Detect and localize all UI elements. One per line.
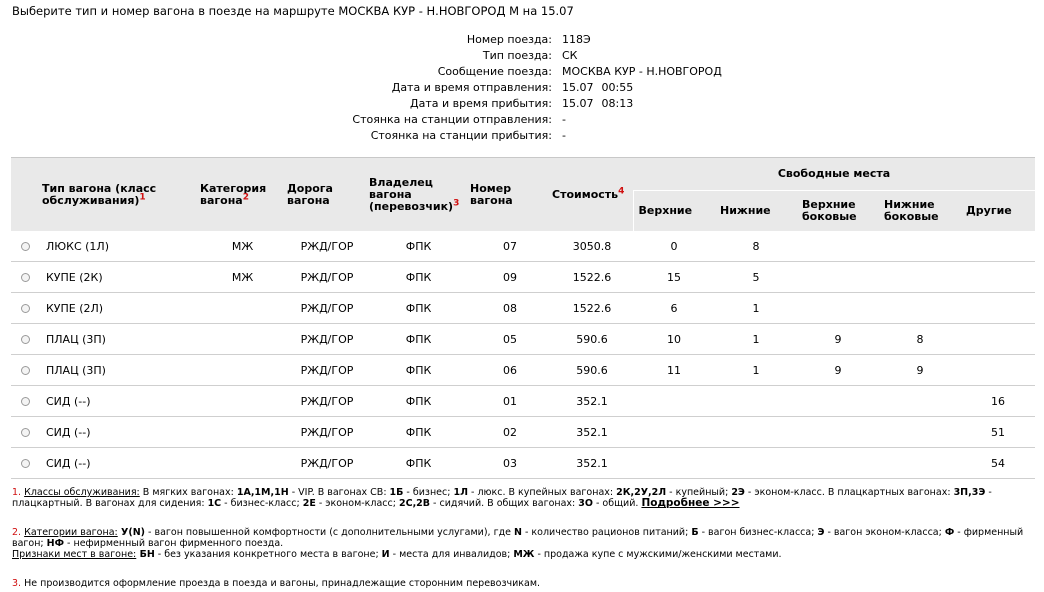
- car-category: [199, 355, 286, 386]
- car-type: ПЛАЦ (3П): [41, 324, 199, 355]
- car-road: РЖД/ГОР: [286, 324, 368, 355]
- car-price: 352.1: [551, 448, 633, 479]
- seats-upper: 6: [633, 293, 715, 324]
- info-value: 15.07 00:55: [562, 81, 634, 94]
- header-lower-side: Нижние боковые: [879, 191, 961, 232]
- car-radio-button[interactable]: [21, 459, 30, 468]
- car-number: 05: [469, 324, 551, 355]
- seats-upper-side: [797, 231, 879, 262]
- info-row-departure: [0, 80, 1044, 96]
- info-row-train-type: [0, 48, 1044, 64]
- car-category: [199, 324, 286, 355]
- note-title: Признаки мест в вагоне:: [12, 549, 137, 560]
- table-row[interactable]: [11, 448, 1035, 479]
- header-other: Другие: [961, 191, 1035, 232]
- info-row-arrival: [0, 96, 1044, 112]
- car-category: МЖ: [199, 262, 286, 293]
- car-number: 02: [469, 417, 551, 448]
- table-row[interactable]: [11, 355, 1035, 386]
- car-radio-button[interactable]: [21, 397, 30, 406]
- car-type: ПЛАЦ (3П): [41, 355, 199, 386]
- info-label: Дата и время отправления:: [391, 81, 552, 94]
- info-row-train-number: [0, 32, 1044, 48]
- info-row-route: [0, 64, 1044, 80]
- header-road: Дорога вагона: [286, 158, 368, 232]
- seats-other: 54: [961, 448, 1035, 479]
- seats-lower-side: [879, 231, 961, 262]
- header-car-type: Тип вагона (класс обслуживания)$^1$: [41, 158, 199, 232]
- car-price: 3050.8: [551, 231, 633, 262]
- car-category: [199, 448, 286, 479]
- seats-lower: [715, 417, 797, 448]
- more-details-link[interactable]: Подробнее >>>: [641, 497, 740, 509]
- car-owner: ФПК: [368, 448, 469, 479]
- info-row-stop-departure: [0, 112, 1044, 128]
- car-category: [199, 417, 286, 448]
- car-owner: ФПК: [368, 417, 469, 448]
- note-title: Категории вагона:: [24, 527, 118, 538]
- select-cell[interactable]: [11, 262, 41, 293]
- seats-lower: 1: [715, 293, 797, 324]
- table-row[interactable]: [11, 417, 1035, 448]
- table-row[interactable]: [11, 324, 1035, 355]
- info-label: Номер поезда:: [466, 33, 552, 46]
- car-owner: ФПК: [368, 293, 469, 324]
- seats-upper-side: [797, 448, 879, 479]
- header-select: [11, 158, 41, 232]
- info-label: Стоянка на станции отправления:: [352, 113, 552, 126]
- car-radio-button[interactable]: [21, 242, 30, 251]
- car-type: КУПЕ (2Л): [41, 293, 199, 324]
- car-category: МЖ: [199, 231, 286, 262]
- car-price: 590.6: [551, 355, 633, 386]
- select-cell[interactable]: [11, 324, 41, 355]
- select-cell[interactable]: [11, 448, 41, 479]
- header-car-number: Номер вагона: [469, 158, 551, 232]
- car-road: РЖД/ГОР: [286, 417, 368, 448]
- seats-upper: 0: [633, 231, 715, 262]
- seats-lower-side: [879, 417, 961, 448]
- header-lower: Нижние: [715, 191, 797, 232]
- seats-other: 51: [961, 417, 1035, 448]
- car-type: СИД (--): [41, 448, 199, 479]
- header-category: Категория вагона$^2$: [199, 158, 286, 232]
- note-car-categories: 2. Категории вагона: У(N) - вагон повышенной комфортности (с дополнительными услугами), где N - количество рационов питаний; Б - вагон бизнес-класса; Э - вагон эконом-класса; Ф - фирменный вагон; НФ - нефирменный вагон фирменного поезда. Признаки мест в вагоне: БН - без указания конкретного места в вагоне; И - места для инвалидов; МЖ - продажа купе с мужскими/женскими местами.: [12, 527, 1024, 560]
- info-value: СК: [562, 49, 578, 62]
- info-value: 15.07 08:13: [562, 97, 634, 110]
- seats-upper: 15: [633, 262, 715, 293]
- info-label: Стоянка на станции прибытия:: [370, 129, 552, 142]
- select-cell[interactable]: [11, 293, 41, 324]
- car-road: РЖД/ГОР: [286, 355, 368, 386]
- select-cell[interactable]: [11, 386, 41, 417]
- info-value: -: [562, 113, 566, 126]
- info-row-stop-arrival: [0, 128, 1044, 144]
- car-price: 352.1: [551, 386, 633, 417]
- car-road: РЖД/ГОР: [286, 231, 368, 262]
- car-radio-button[interactable]: [21, 428, 30, 437]
- seats-lower-side: [879, 386, 961, 417]
- car-type: КУПЕ (2К): [41, 262, 199, 293]
- car-owner: ФПК: [368, 262, 469, 293]
- car-price: 352.1: [551, 417, 633, 448]
- seats-other: 16: [961, 386, 1035, 417]
- car-selection-table: [11, 157, 1035, 479]
- train-info: [0, 32, 1044, 144]
- seats-lower-side: 9: [879, 355, 961, 386]
- seats-lower-side: [879, 448, 961, 479]
- header-upper-side: Верхние боковые: [797, 191, 879, 232]
- seats-upper-side: 9: [797, 355, 879, 386]
- car-radio-button[interactable]: [21, 273, 30, 282]
- seats-upper: [633, 448, 715, 479]
- seats-lower-side: 8: [879, 324, 961, 355]
- select-cell[interactable]: [11, 231, 41, 262]
- car-owner: ФПК: [368, 231, 469, 262]
- seats-upper-side: [797, 417, 879, 448]
- table-row[interactable]: [11, 262, 1035, 293]
- seats-upper-side: [797, 386, 879, 417]
- seats-upper-side: 9: [797, 324, 879, 355]
- car-category: [199, 386, 286, 417]
- car-type: СИД (--): [41, 417, 199, 448]
- seats-lower: [715, 448, 797, 479]
- select-cell[interactable]: [11, 355, 41, 386]
- car-price: 590.6: [551, 324, 633, 355]
- seats-upper: [633, 417, 715, 448]
- info-value: 118Э: [562, 33, 591, 46]
- note-title: Классы обслуживания:: [24, 487, 140, 498]
- seats-upper: [633, 386, 715, 417]
- seats-lower-side: [879, 262, 961, 293]
- car-number: 01: [469, 386, 551, 417]
- car-number: 07: [469, 231, 551, 262]
- car-number: 09: [469, 262, 551, 293]
- car-radio-button[interactable]: [21, 304, 30, 313]
- car-road: РЖД/ГОР: [286, 262, 368, 293]
- seats-other: [961, 355, 1035, 386]
- seats-upper: 10: [633, 324, 715, 355]
- table-row[interactable]: [11, 231, 1035, 262]
- seats-lower: [715, 386, 797, 417]
- info-value: -: [562, 129, 566, 142]
- select-cell[interactable]: [11, 417, 41, 448]
- car-radio-button[interactable]: [21, 366, 30, 375]
- car-radio-button[interactable]: [21, 335, 30, 344]
- table-row[interactable]: [11, 386, 1035, 417]
- header-price: Стоимость$^4$: [551, 158, 633, 232]
- car-owner: ФПК: [368, 386, 469, 417]
- seats-other: [961, 231, 1035, 262]
- car-number: 06: [469, 355, 551, 386]
- page-heading: Выберите тип и номер вагона в поезде на маршруте МОСКВА КУР - Н.НОВГОРОД М на 15.07: [12, 4, 574, 18]
- car-owner: ФПК: [368, 355, 469, 386]
- info-label: Сообщение поезда:: [437, 65, 552, 78]
- car-number: 08: [469, 293, 551, 324]
- seats-lower: 1: [715, 355, 797, 386]
- table-row[interactable]: [11, 293, 1035, 324]
- info-value: МОСКВА КУР - Н.НОВГОРОД: [562, 65, 722, 78]
- seats-other: [961, 293, 1035, 324]
- car-type: ЛЮКС (1Л): [41, 231, 199, 262]
- car-owner: ФПК: [368, 324, 469, 355]
- info-label: Тип поезда:: [482, 49, 552, 62]
- seats-lower: 8: [715, 231, 797, 262]
- car-type: СИД (--): [41, 386, 199, 417]
- header-free-seats: Свободные места: [633, 158, 1035, 191]
- seats-upper-side: [797, 293, 879, 324]
- car-road: РЖД/ГОР: [286, 448, 368, 479]
- car-category: [199, 293, 286, 324]
- note-service-classes: 1. Классы обслуживания: В мягких вагонах: 1А,1М,1Н - VIP. В вагонах СВ: 1Б - бизнес; 1Л - люкс. В купейных вагонах: 2К,2У,2Л - купейный; 2Э - эконом-класс. В плацкартных вагонах: 3П,3Э - плацкартный. В вагонах для сидения: 1С - бизнес-класс; 2Е - эконом-класс; 2С,2В - сидячий. В общих вагонах: 3О - общий. Подробнее >>>: [12, 487, 992, 509]
- seats-lower-side: [879, 293, 961, 324]
- seats-lower: 1: [715, 324, 797, 355]
- seats-other: [961, 324, 1035, 355]
- car-number: 03: [469, 448, 551, 479]
- seats-lower: 5: [715, 262, 797, 293]
- header-owner: Владелец вагона (перевозчик)$^3$: [368, 158, 469, 232]
- header-upper: Верхние: [633, 191, 715, 232]
- seats-upper: 11: [633, 355, 715, 386]
- seats-other: [961, 262, 1035, 293]
- car-price: 1522.6: [551, 262, 633, 293]
- seats-upper-side: [797, 262, 879, 293]
- car-price: 1522.6: [551, 293, 633, 324]
- car-road: РЖД/ГОР: [286, 386, 368, 417]
- info-label: Дата и время прибытия:: [410, 97, 552, 110]
- note-third-party-carriers: 3. Не производится оформление проезда в поезда и вагоны, принадлежащие сторонним перевозчикам.: [12, 578, 541, 589]
- car-road: РЖД/ГОР: [286, 293, 368, 324]
